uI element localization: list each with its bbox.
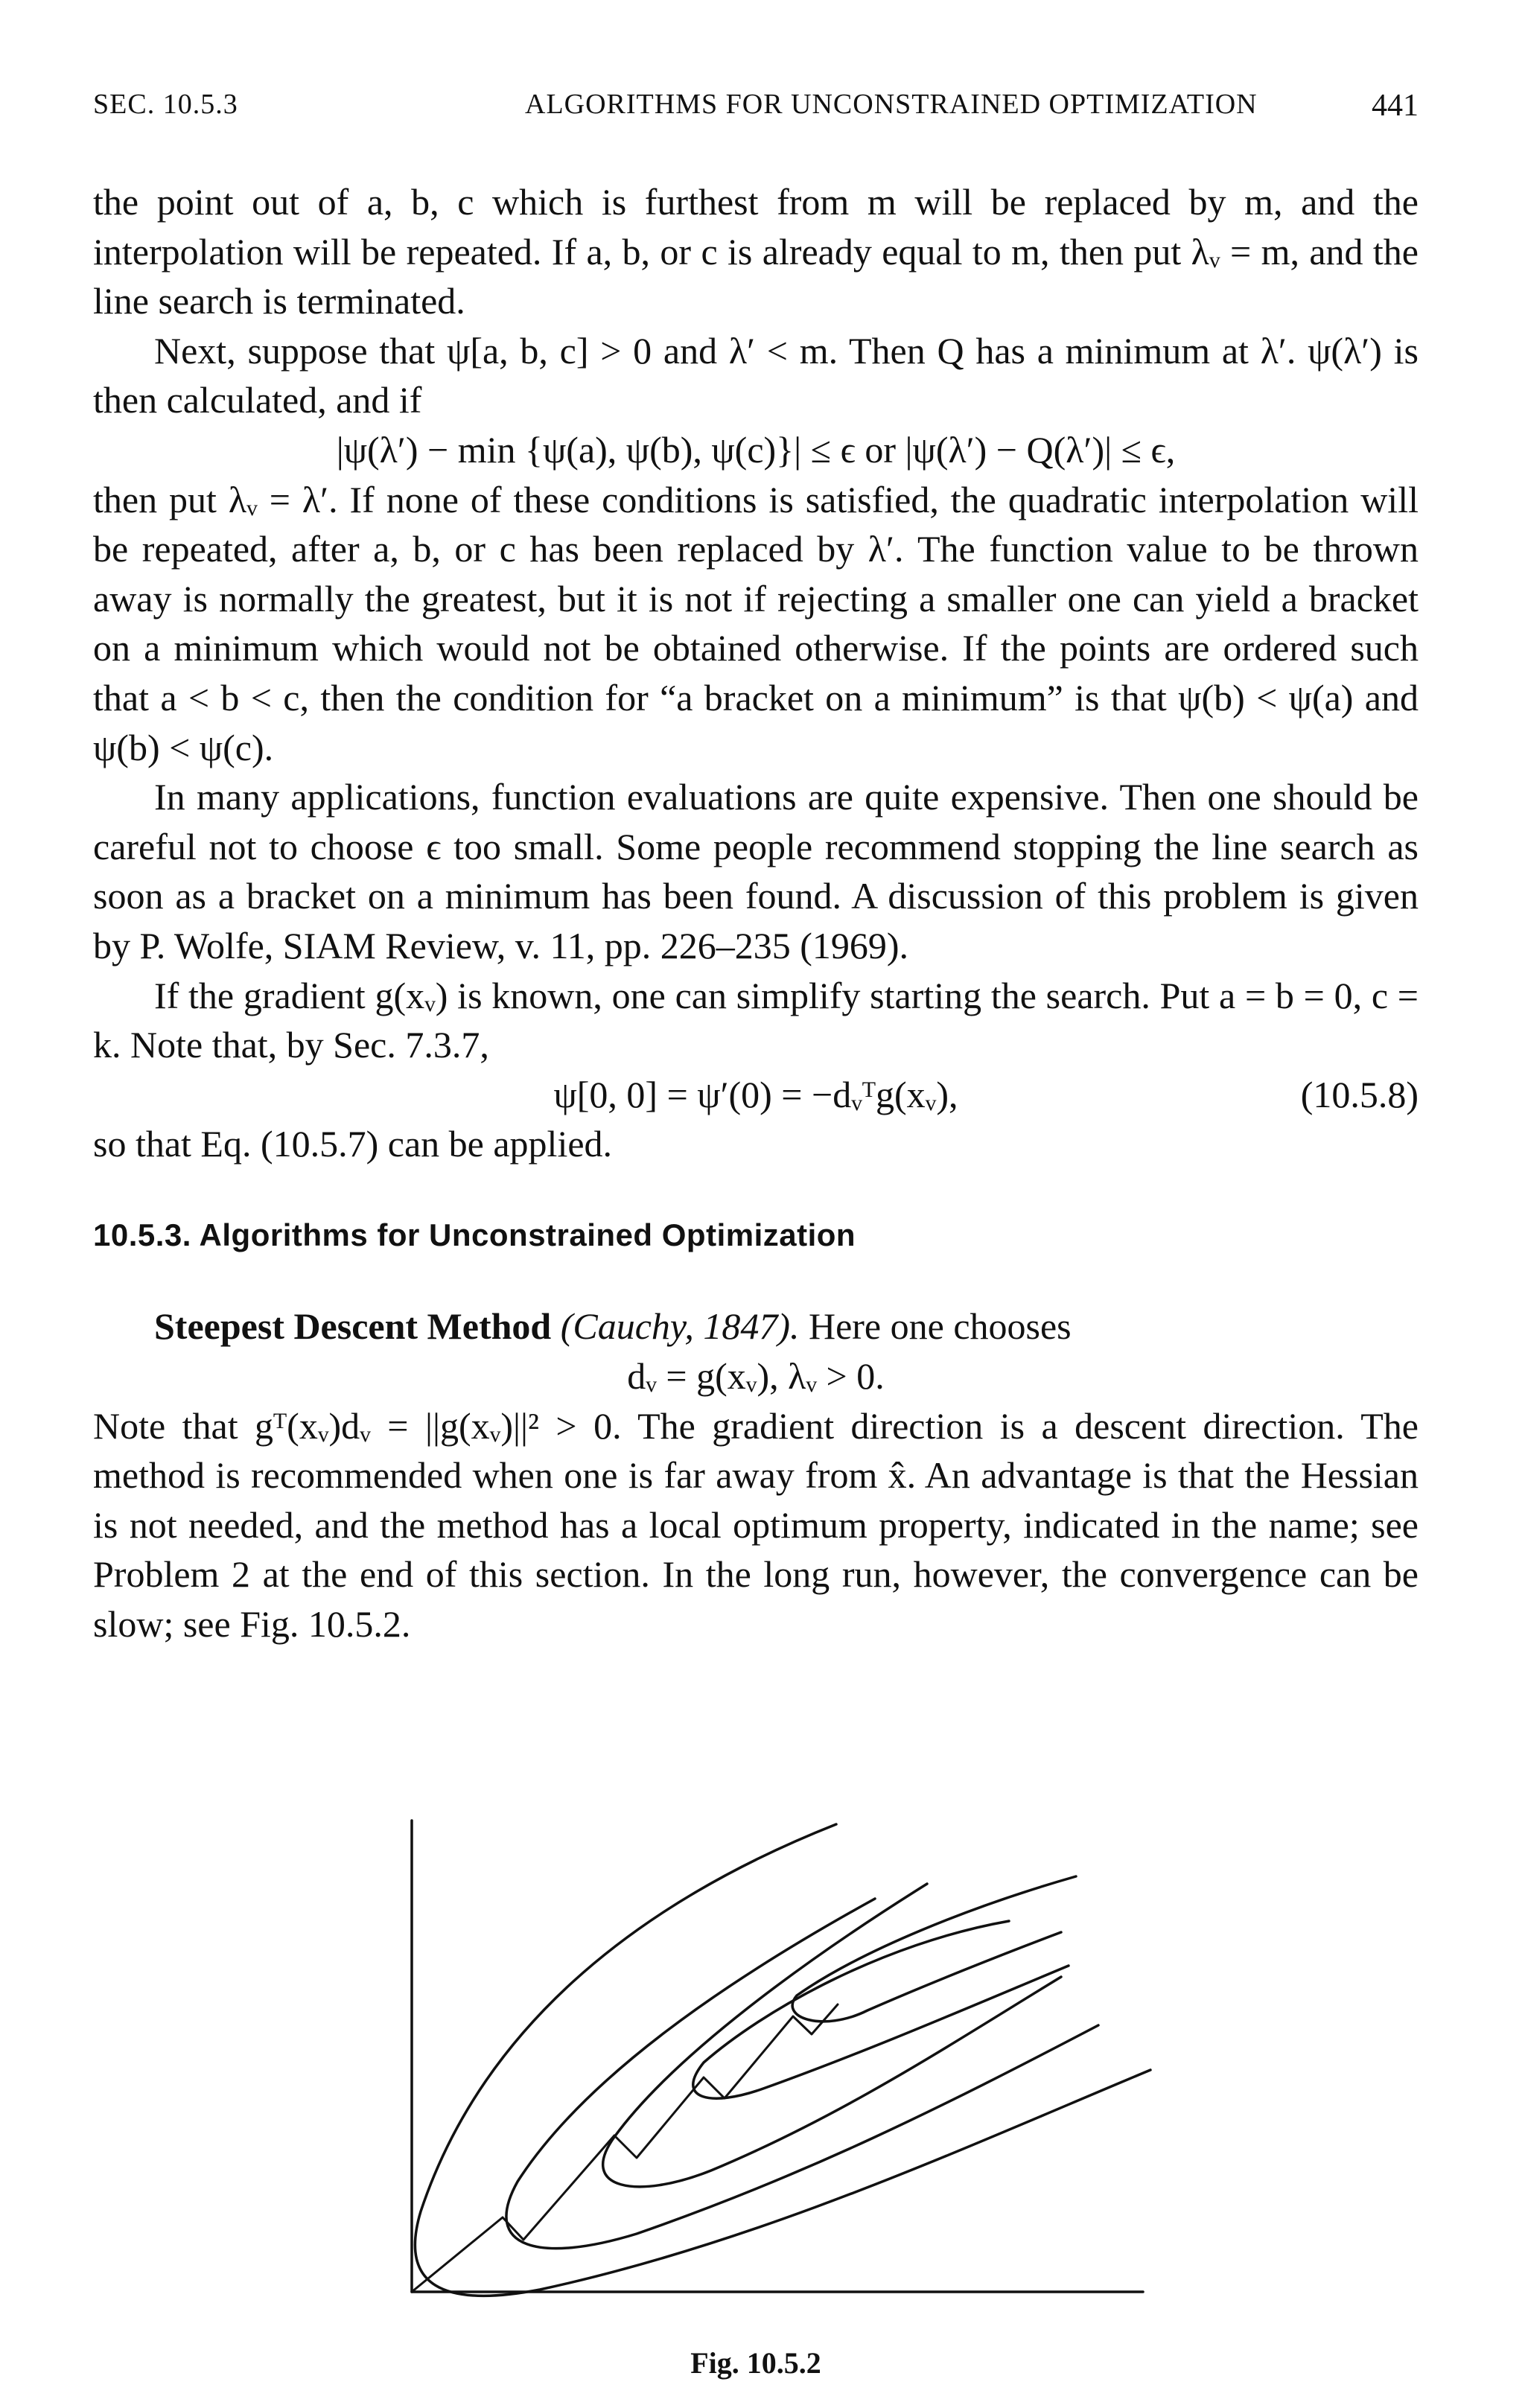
paragraph-5: If the gradient g(xᵥ) is known, one can simplify starting the search. Put a = b = 0, c = k. Note that, by Sec. 7.3.7, [93,974,1419,1066]
method-intro: Here one chooses [808,1305,1072,1348]
equation-stopping-criterion [93,425,1419,475]
contour-curve-outer [415,1824,1150,2296]
paragraph-8: Note that gᵀ(xᵥ)dᵥ = ||g(xᵥ)||² > 0. The gradient direction is a descent direction. The method is recommended when one is far away from x̂. An advantage is that the Hessian is not needed, and the method has a local optimum property, indicated in the name; see Problem 2 at the end of this section. In the long run, however, the convergence can be slow; see Fig. 10.5.2. [93,1404,1419,1646]
equation-number: (10.5.8) [1300,1073,1419,1115]
page-number: 441 [1372,89,1419,123]
paragraph-6: so that Eq. (10.5.7) can be applied. [93,1123,613,1165]
descent-path [412,2004,838,2292]
section-number: SEC. 10.5.3 [93,89,238,120]
paragraph-7 [93,1302,1419,1351]
running-title: ALGORITHMS FOR UNCONSTRAINED OPTIMIZATION [525,89,1258,120]
equation-steepest-descent [93,1351,1419,1401]
equation-text: |ψ(λ′) − min {ψ(a), ψ(b), ψ(c)}| ≤ ϵ or |ψ(λ′) − Q(λ′)| ≤ ϵ, [336,428,1176,471]
section-title: 10.5.3. Algorithms for Unconstrained Optimization [93,1217,856,1252]
contour-curve-3 [603,1884,1061,2187]
method-citation: (Cauchy, 1847). [560,1305,800,1348]
method-heading: Steepest Descent Method [154,1305,552,1348]
paragraph-2: Next, suppose that ψ[a, b, c] > 0 and λ′ < m. Then Q has a minimum at λ′. ψ(λ′) is then calculated, and if [93,329,1419,421]
paragraph-1: the point out of a, b, c which is furthest from m will be replaced by m, and the interpolation will be repeated. If a, b, or c is already equal to m, then put λᵥ = m, and the line search is terminated. [93,181,1419,322]
body-text [93,177,1419,1649]
paragraph-3: then put λᵥ = λ′. If none of these conditions is satisfied, the quadratic interpolation will be repeated, after a, b, or c has been replaced by λ′. The function value to be thrown away is normally the greatest, but it is not if rejecting a smaller one can yield a bracket on a minimum which would not be obtained otherwise. If the points are ordered such that a < b < c, then the condition for “a bracket on a minimum” is that ψ(b) < ψ(a) and ψ(b) < ψ(c). [93,478,1419,768]
equation-text: ψ[0, 0] = ψ′(0) = −dᵥᵀg(xᵥ), [553,1073,958,1115]
equation-text: dᵥ = g(xᵥ), λᵥ > 0. [627,1355,885,1398]
contour-curve-inner [792,1876,1076,2022]
paragraph-4: In many applications, function evaluations are quite expensive. Then one should be careful not to choose ϵ too small. Some people recommend stopping the line search as soon as a bracket on a minimum has been found. A discussion of this problem is given by P. Wolfe, SIAM Review, v. 11, pp. 226–235 (1969). [93,776,1419,966]
contour-figure [391,1794,1165,2308]
page [93,0,1419,2408]
running-header [93,88,1419,133]
figure-caption: Fig. 10.5.2 [690,2346,821,2380]
equation-10-5-8 [93,1070,1419,1120]
